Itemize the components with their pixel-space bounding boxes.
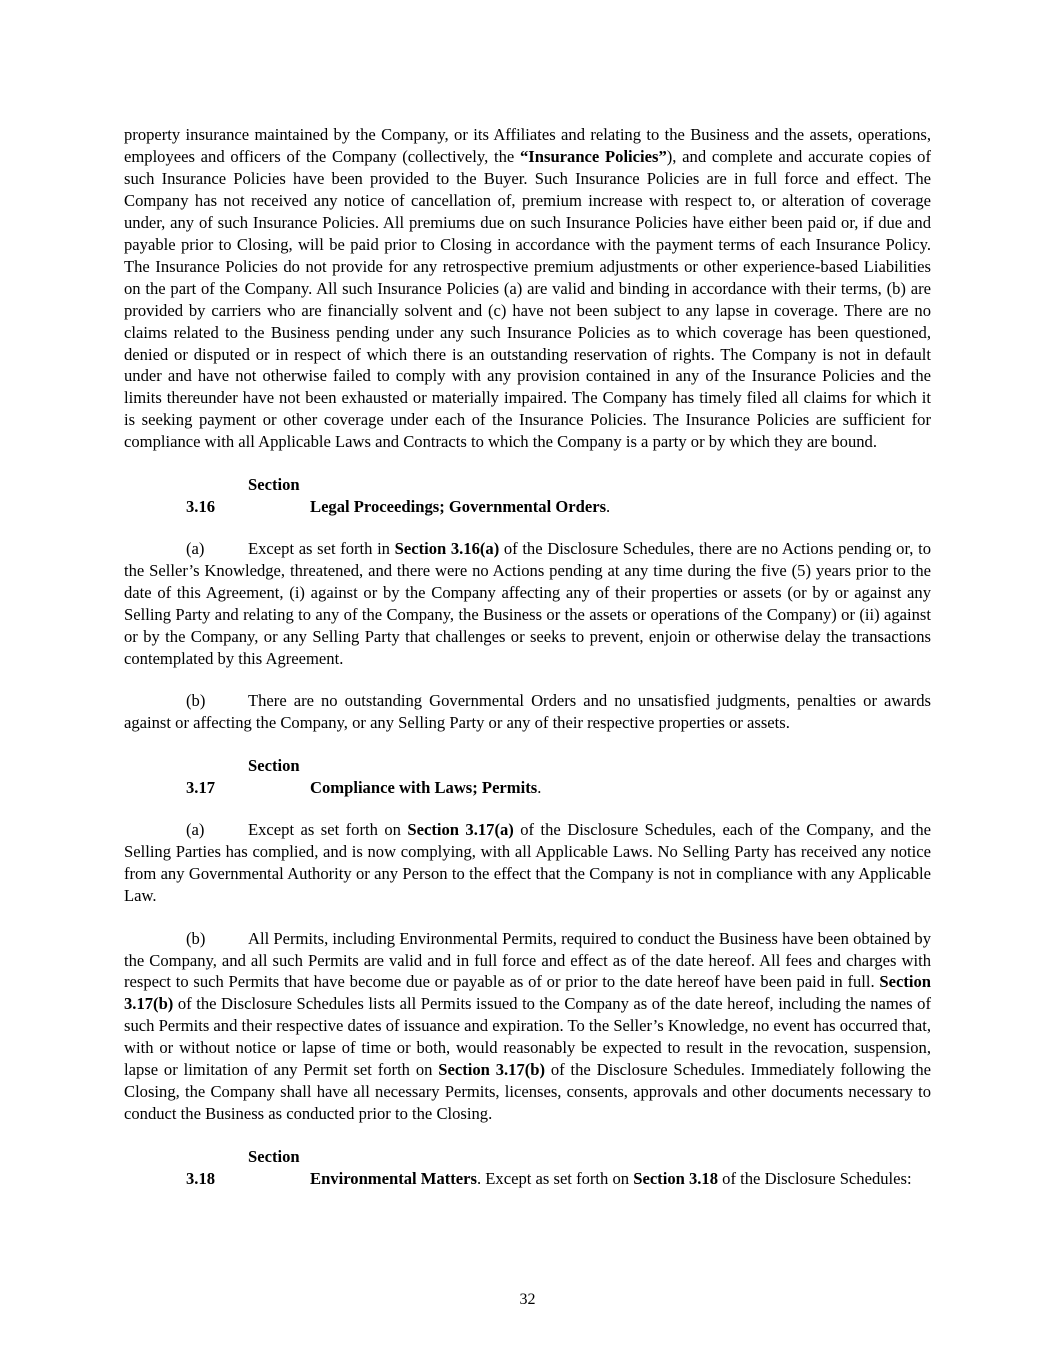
text: of the Disclosure Schedules: — [718, 1168, 912, 1188]
section-reference: Section 3.16(a) — [394, 539, 500, 559]
text: of the Disclosure Schedules. Immediately following the Closing, the Company shall have all necessary Permits, licenses, consents, approvals and other documents necessary to conduct the Business as conducted prior to the Closing. — [124, 1060, 932, 1124]
section-heading-3-17 — [124, 755, 931, 799]
text: Except as set forth on — [248, 820, 408, 840]
paragraph-3-16-a — [124, 538, 931, 670]
page-number: 32 — [519, 1291, 536, 1308]
clause-label: (a) — [186, 820, 205, 840]
section-reference: Section 3.17(b) — [124, 972, 931, 1014]
text: ), and complete and accurate copies of such Insurance Policies have been provided to the Buyer. Such Insurance Policies are in full force and effect. The Company has not received any notice of cancellation of, premium increase with respect to, or alteration of coverage under, any of such Insurance Policies. All premiums due on such Insurance Policies have either been paid or, if due and payable prior to Closing, will be paid prior to Closing in accordance with the payment terms of each Insurance Policy. The Insurance Policies do not provide for any retrospective premium adjustments or other experience-based Liabilities on the part of the Company. All such Insurance Policies (a) are valid and binding in accordance with their terms, (b) are provided by carriers who are financially solvent and (c) have not been subject to any lapse in coverage. There are no claims related to the Business pending under any such Insurance Policies as to which coverage has been questioned, denied or disputed or in respect of which there is an outstanding reservation of rights. The Company is not in default under and have not otherwise failed to comply with any provision contained in any of the Insurance Policies and the limits thereunder have not been exhausted or materially impaired. The Company has timely filed all claims for which it is seeking payment or other coverage under each of the Insurance Policies. The Insurance Policies are sufficient for compliance with all Applicable Laws and Contracts to which the Company is a party or by which they are bound. — [124, 146, 932, 452]
clause-label: (b) — [186, 691, 206, 711]
text: property insurance maintained by the Company, or its Affiliates and relating to the Business and the assets, operations, employees and officers of the Company (collectively, the — [124, 125, 931, 166]
document-page — [124, 124, 931, 1210]
text: There are no outstanding Governmental Orders and no unsatisfied judgments, penalties or awards against or affecting the Company, or any Selling Party or any of their respective properties or assets. — [124, 691, 931, 733]
text: of the Disclosure Schedules, each of the Company, and the Selling Parties has complied, and is now complying, with all Applicable Laws. No Selling Party has received any notice from any Governmental Authority or any Person to the effect that the Company is not in compliance with any Applicable Law. — [124, 820, 931, 906]
text: of the Disclosure Schedules lists all Permits issued to the Company as of the date hereof, including the names of such Permits and their respective dates of issuance and expiration. To the Seller’s Knowledge, no event has occurred that, with or without notice or lapse of time or both, would reasonably be expected to result in the revocation, suspension, lapse or limitation of any Permit set forth on — [124, 994, 931, 1080]
section-number: Section 3.16 — [186, 474, 300, 516]
text: . Except as set forth on — [477, 1168, 634, 1188]
text: All Permits, including Environmental Permits, required to conduct the Business have been obtained by the Company, and all such Permits are valid and in full force and effect as of the date hereof. All fees and charges with respect to such Permits that have become due or payable as of or prior to the date hereof have been paid in full. — [124, 928, 931, 992]
section-heading-3-16 — [124, 474, 931, 518]
clause-label: (b) — [186, 928, 206, 948]
text: of the Disclosure Schedules, there are no Actions pending or, to the Seller’s Knowledge, threatened, and there were no Actions pending at any time during the five (5) years prior to the date of this Agreement, (i) against or by the Company affecting any of their properties or assets (or by or against any Selling Party and relating to any of the Company, the Business or the assets or operations of the Company) or (ii) against or by the Company, or any Selling Party that challenges or seeks to prevent, enjoin or otherwise delay the transactions contemplated by this Agreement. — [124, 539, 931, 668]
section-reference: Section 3.18 — [633, 1168, 719, 1188]
text: Except as set forth in — [248, 539, 395, 559]
insurance-paragraph — [124, 124, 931, 453]
text: . — [537, 777, 542, 797]
section-heading-3-18 — [124, 1146, 931, 1190]
section-number: Section 3.18 — [186, 1146, 300, 1188]
text: . — [606, 496, 611, 516]
paragraph-3-17-a — [124, 819, 931, 907]
section-reference: Section 3.17(b) — [438, 1060, 546, 1080]
section-title: Compliance with Laws; Permits — [310, 777, 538, 797]
paragraph-3-16-b — [124, 690, 931, 734]
section-title: Legal Proceedings; Governmental Orders — [310, 496, 607, 516]
defined-term: “Insurance Policies” — [520, 146, 667, 166]
section-reference: Section 3.17(a) — [407, 820, 514, 840]
paragraph-3-17-b — [124, 928, 931, 1126]
section-title: Environmental Matters — [310, 1168, 477, 1188]
section-number: Section 3.17 — [186, 755, 300, 797]
clause-label: (a) — [186, 539, 205, 559]
